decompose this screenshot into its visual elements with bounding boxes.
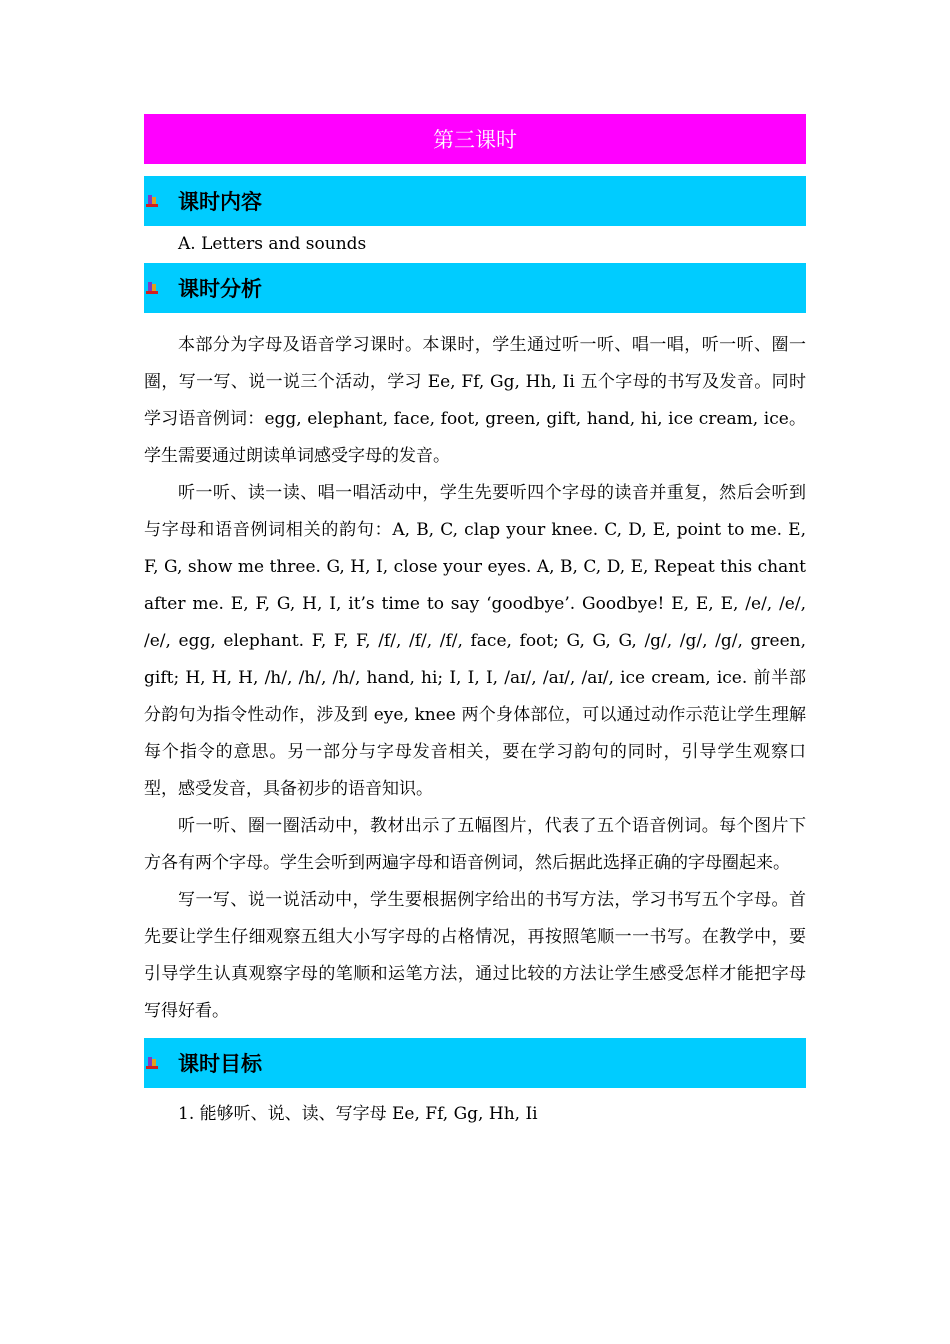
section-heading: 课时分析 [178,277,262,301]
book-bullet-icon [146,281,160,295]
section-heading: 课时内容 [178,190,262,214]
analysis-paragraph: 写一写、说一说活动中，学生要根据例字给出的书写方法，学习书写五个字母。首先要让学生仔细观察五组大小写字母的占格情况，再按照笔顺一一书写。在教学中，要引导学生认真观察字母的笔顺和运笔方法，通过比较的方法让学生感受怎样才能把字母写得好看。 [144,890,806,1021]
lesson-title: 第三课时 [433,128,517,152]
document-page [144,114,806,1133]
goal-item: 1. 能够听、说、读、写字母 Ee, Ff, Gg, Hh, Ii [178,1104,538,1124]
content-text: A. Letters and sounds [178,234,367,254]
section-header-goals [144,1038,806,1088]
lesson-title-bar [144,114,806,164]
analysis-paragraph: 本部分为字母及语音学习课时。本课时，学生通过听一听、唱一唱，听一听、圈一圈，写一写、说一说三个活动，学习 Ee, Ff, Gg, Hh, Ii 五个字母的书写及发音。同时学习语音例词：egg, elephant, face, foot, green, gift, hand, hi, ice cream, ice。学生需要通过朗读单词感受字母的发音。 [144,335,806,466]
analysis-paragraph: 听一听、读一读、唱一唱活动中，学生先要听四个字母的读音并重复，然后会听到与字母和语音例词相关的韵句：A, B, C, clap your knee. C, D, E, point to me. E, F, G, show me three. G, H, I, close your eyes. A, B, C, D, E, Repeat this chant after me. E, F, G, H, I, it’s time to say ‘goodbye’. Goodbye! E, E, E, /e/, /e/, /e/, egg, elephant. F, F, F, /f/, /f/, /f/, face, foot; G, G, G, /g/, /g/, /g/, green, gift; H, H, H, /h/, /h/, /h/, hand, hi; I, I, I, /aɪ/, /aɪ/, /aɪ/, ice cream, ice. 前半部分韵句为指令性动作，涉及到 eye, knee 两个身体部位，可以通过动作示范让学生理解每个指令的意思。另一部分与字母发音相关，要在学习韵句的同时，引导学生观察口型，感受发音，具备初步的语音知识。 [144,483,806,799]
book-bullet-icon [146,1056,160,1070]
section-heading: 课时目标 [178,1052,262,1076]
analysis-paragraph: 听一听、圈一圈活动中，教材出示了五幅图片，代表了五个语音例词。每个图片下方各有两个字母。学生会听到两遍字母和语音例词，然后据此选择正确的字母圈起来。 [144,816,806,873]
book-bullet-icon [146,194,160,208]
section-header-content [144,176,806,226]
section-header-analysis [144,263,806,313]
